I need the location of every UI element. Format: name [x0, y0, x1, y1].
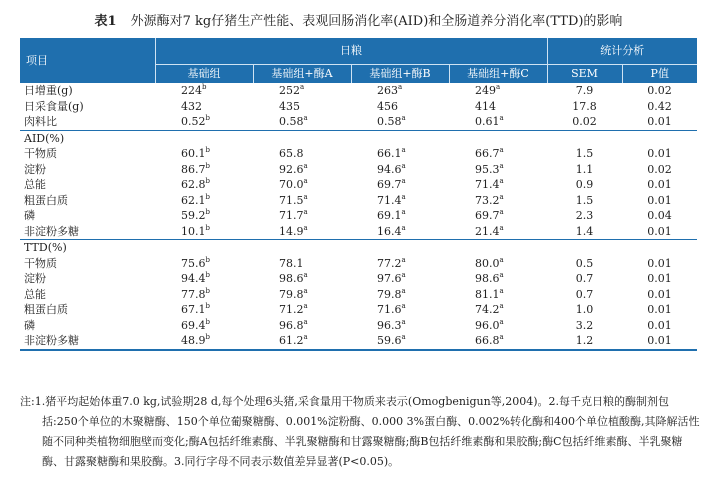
significance-letter: a — [303, 208, 308, 216]
cell-value: 16.4 — [377, 224, 402, 238]
table-cell — [155, 302, 253, 318]
table-cell — [155, 162, 253, 178]
cell-value: 71.6 — [377, 303, 402, 316]
cell-value: 77.2 — [377, 256, 402, 270]
significance-letter: a — [401, 161, 406, 170]
table-cell — [449, 287, 547, 303]
cell-value: 74.2 — [475, 303, 500, 316]
table-cell — [351, 224, 449, 240]
table-row — [20, 224, 697, 240]
sem-cell: 1.4 — [575, 224, 594, 238]
table-cell — [449, 271, 547, 287]
cell-value: 81.1 — [475, 287, 500, 301]
row-label: 日采食量(g) — [24, 99, 84, 113]
cell-value: 48.9 — [181, 334, 206, 347]
table-row — [20, 287, 697, 303]
cell-value: 98.6 — [475, 272, 500, 285]
cell-value: 66.1 — [377, 147, 402, 160]
table-row — [20, 302, 697, 318]
significance-letter: a — [303, 317, 308, 326]
significance-letter: a — [401, 223, 406, 232]
table-cell — [253, 318, 351, 334]
significance-letter: a — [499, 146, 504, 154]
table-cell — [253, 146, 351, 162]
cell-value: 62.1 — [181, 193, 206, 207]
significance-letter: a — [499, 192, 504, 201]
significance-letter: a — [401, 208, 406, 216]
table-cell — [351, 287, 449, 303]
table-cell — [351, 83, 449, 99]
significance-letter: a — [398, 83, 403, 91]
table-cell — [253, 114, 351, 130]
cell-value: 79.8 — [279, 287, 304, 301]
table-row — [20, 193, 697, 209]
cell-value: 0.52 — [181, 115, 206, 128]
cell-value: 73.2 — [475, 193, 500, 207]
table-cell — [253, 177, 351, 193]
sem-cell: 1.5 — [575, 193, 594, 207]
table-cell — [449, 83, 547, 99]
significance-letter: a — [401, 146, 406, 154]
significance-letter: a — [303, 223, 308, 232]
cell-value: 71.5 — [279, 193, 304, 207]
table-cell — [155, 177, 253, 193]
significance-letter: b — [205, 286, 210, 295]
significance-letter: a — [499, 317, 504, 326]
significance-letter: b — [202, 83, 207, 91]
table-row — [20, 256, 697, 272]
p-value-cell: 0.02 — [647, 162, 672, 176]
cell-value: 92.6 — [279, 162, 304, 176]
row-label: 日增重(g) — [24, 84, 73, 97]
significance-letter: a — [303, 114, 308, 122]
table-row — [20, 318, 697, 334]
significance-letter: a — [499, 271, 504, 279]
table-cell — [155, 193, 253, 209]
cell-value: 77.8 — [181, 287, 206, 301]
significance-letter: a — [303, 271, 308, 279]
table-cell — [253, 208, 351, 224]
table-cell — [449, 146, 547, 162]
cell-value: 69.7 — [377, 178, 402, 191]
section-title: AID(%) — [20, 130, 697, 146]
significance-letter: a — [499, 177, 504, 185]
cell-value: 0.58 — [377, 115, 402, 128]
significance-letter: a — [499, 161, 504, 170]
table-cell — [253, 83, 351, 99]
cell-value: 94.6 — [377, 162, 402, 176]
p-value-cell: 0.01 — [622, 333, 697, 350]
significance-letter: a — [499, 208, 504, 216]
table-notes — [20, 392, 700, 472]
table-cell — [449, 193, 547, 209]
significance-letter: a — [401, 317, 406, 326]
significance-letter: b — [205, 271, 210, 279]
section-row — [20, 240, 697, 256]
sem-cell: 0.7 — [575, 272, 594, 285]
table-row — [20, 99, 697, 115]
cell-value: 14.9 — [279, 224, 304, 238]
table-cell — [449, 224, 547, 240]
table-cell — [449, 256, 547, 272]
cell-value: 71.4 — [377, 193, 402, 207]
row-label: 磷 — [24, 209, 35, 222]
notes-text: 1.猪平均起始体重7.0 kg,试验期28 d,每个处理6头猪,采食量用干物质来表示(Omogbenigun等,2004)。2.每千克日粮的酶制剂包括:250个单位的木聚糖酶、150个单位葡聚糖酶、0.001%淀粉酶、0.000 3%蛋白酶、0.002%转化酶和400个单位植酸酶,其降解活性随不同种类植物细胞壁而变化;酶A包括纤维素酶、半乳聚糖酶和甘露聚糖酶;酶B包括纤维素酶和果胶酶;酶C包括纤维素酶、半乳聚糖酶、甘露聚糖酶和果胶酶。3.同行字母不同表示数值差异显著(P<0.05)。 — [34, 395, 700, 468]
table-cell — [351, 208, 449, 224]
significance-letter: a — [401, 333, 406, 341]
significance-letter: b — [205, 146, 210, 154]
cell-value: 69.7 — [475, 209, 500, 222]
table-row — [20, 208, 697, 224]
table-cell — [449, 162, 547, 178]
row-label: 淀粉 — [24, 272, 46, 285]
row-label: 粗蛋白质 — [24, 193, 68, 207]
table-cell — [253, 162, 351, 178]
section-row — [20, 130, 697, 146]
cell-value: 98.6 — [279, 272, 304, 285]
table-cell — [449, 302, 547, 318]
table-row — [20, 83, 697, 99]
significance-letter: a — [401, 286, 406, 295]
cell-value: 78.1 — [279, 256, 304, 270]
table-cell — [351, 302, 449, 318]
significance-letter: a — [401, 114, 406, 122]
cell-value: 66.7 — [475, 147, 500, 160]
cell-value: 96.0 — [475, 318, 500, 332]
p-value-cell: 0.01 — [647, 287, 672, 301]
significance-letter: b — [205, 208, 210, 216]
cell-value: 96.8 — [279, 318, 304, 332]
cell-value: 61.2 — [279, 334, 304, 347]
cell-value: 224 — [181, 84, 202, 97]
table-cell — [155, 318, 253, 334]
table-cell — [449, 333, 547, 350]
significance-letter: a — [303, 333, 308, 341]
cell-value: 0.58 — [279, 115, 304, 128]
table-cell — [253, 333, 351, 350]
p-value-cell: 0.02 — [647, 84, 672, 97]
significance-letter: b — [205, 302, 210, 310]
data-table — [20, 38, 697, 351]
table-cell — [351, 146, 449, 162]
cell-value: 456 — [377, 99, 398, 113]
table-cell — [351, 318, 449, 334]
p-value-cell: 0.01 — [647, 147, 672, 160]
cell-value: 60.1 — [181, 147, 206, 160]
row-label: 粗蛋白质 — [24, 303, 68, 316]
p-value-cell: 0.42 — [647, 99, 672, 113]
table-row — [20, 162, 697, 178]
sem-cell: 0.02 — [572, 115, 597, 128]
p-value-cell: 0.01 — [647, 256, 672, 270]
p-value-cell: 0.01 — [647, 193, 672, 207]
column-header: 基础组+酶C — [449, 65, 547, 84]
table-cell — [351, 256, 449, 272]
row-label: 干物质 — [24, 147, 57, 160]
significance-letter: a — [499, 302, 504, 310]
sem-cell: 3.2 — [575, 318, 594, 332]
significance-letter: a — [303, 177, 308, 185]
cell-value: 95.3 — [475, 162, 500, 176]
table-cell — [351, 177, 449, 193]
significance-letter: a — [401, 271, 406, 279]
row-label: 磷 — [24, 318, 35, 332]
table-cell — [449, 177, 547, 193]
table-cell — [155, 256, 253, 272]
table-cell — [253, 287, 351, 303]
row-label: 非淀粉多糖 — [20, 333, 155, 350]
cell-value: 10.1 — [181, 224, 206, 238]
table-cell — [155, 83, 253, 99]
cell-value: 65.8 — [279, 147, 304, 160]
cell-value: 263 — [377, 84, 398, 97]
notes-prefix: 注: — [20, 395, 35, 408]
table-cell — [351, 193, 449, 209]
cell-value: 69.1 — [377, 209, 402, 222]
cell-value: 94.4 — [181, 272, 206, 285]
column-header: 基础组+酶A — [253, 65, 351, 84]
table-cell — [351, 99, 449, 115]
cell-value: 96.3 — [377, 318, 402, 332]
cell-value: 414 — [475, 99, 496, 113]
significance-letter: b — [205, 177, 210, 185]
row-label: 总能 — [24, 287, 46, 301]
table-cell — [155, 146, 253, 162]
cell-value: 70.0 — [279, 178, 304, 191]
cell-value: 21.4 — [475, 224, 500, 238]
sem-cell: 0.5 — [575, 256, 594, 270]
table-caption — [0, 10, 717, 29]
row-label: 非淀粉多糖 — [24, 224, 79, 238]
significance-letter: b — [205, 317, 210, 326]
table-body — [20, 83, 697, 350]
sem-cell: 17.8 — [572, 99, 597, 113]
cell-value: 97.6 — [377, 272, 402, 285]
table-row — [20, 177, 697, 193]
significance-letter: a — [401, 192, 406, 201]
significance-letter: a — [499, 255, 504, 264]
sem-cell: 1.0 — [575, 303, 594, 316]
significance-letter: a — [499, 223, 504, 232]
significance-letter: a — [303, 161, 308, 170]
cell-value: 0.61 — [475, 115, 500, 128]
p-value-cell: 0.01 — [647, 178, 672, 191]
sem-cell: 7.9 — [575, 84, 594, 97]
row-label: 淀粉 — [24, 162, 46, 176]
sem-cell: 0.7 — [575, 287, 594, 301]
caption-number: 表1 — [94, 14, 117, 29]
significance-letter: a — [401, 255, 406, 264]
cell-value: 75.6 — [181, 256, 206, 270]
cell-value: 67.1 — [181, 303, 206, 316]
significance-letter: a — [496, 83, 501, 91]
column-header: 基础组+酶B — [351, 65, 449, 84]
section-title: TTD(%) — [20, 240, 697, 256]
header-stats-group: 统计分析 — [547, 38, 697, 65]
significance-letter: b — [205, 161, 210, 170]
header-item: 项目 — [20, 38, 155, 83]
column-header: 基础组 — [155, 65, 253, 84]
p-value-cell: 0.01 — [647, 272, 672, 285]
significance-letter: a — [401, 302, 406, 310]
cell-value: 59.6 — [377, 334, 402, 347]
table-cell — [155, 114, 253, 130]
cell-value: 435 — [279, 99, 300, 113]
row-label: 肉料比 — [24, 115, 57, 128]
significance-letter: b — [205, 333, 210, 341]
table-cell — [253, 193, 351, 209]
table-cell — [155, 287, 253, 303]
table-cell — [155, 271, 253, 287]
significance-letter: a — [499, 114, 504, 122]
column-header: SEM — [547, 65, 622, 84]
header-diet-group: 日粮 — [155, 38, 547, 65]
significance-letter: a — [303, 192, 308, 201]
cell-value: 71.7 — [279, 209, 304, 222]
table-cell — [449, 99, 547, 115]
cell-value: 80.0 — [475, 256, 500, 270]
sem-cell: 1.1 — [575, 162, 594, 176]
cell-value: 252 — [279, 84, 300, 97]
significance-letter: b — [205, 192, 210, 201]
p-value-cell: 0.04 — [647, 209, 672, 222]
row-label: 总能 — [24, 178, 46, 191]
table-cell — [155, 224, 253, 240]
table-cell — [449, 114, 547, 130]
cell-value: 71.4 — [475, 178, 500, 191]
cell-value: 71.2 — [279, 303, 304, 316]
table-cell — [449, 318, 547, 334]
sem-cell: 1.5 — [575, 147, 594, 160]
table-cell — [155, 333, 253, 350]
table-cell — [253, 256, 351, 272]
table-cell — [351, 114, 449, 130]
significance-letter: b — [205, 255, 210, 264]
table-cell — [253, 224, 351, 240]
p-value-cell: 0.01 — [647, 224, 672, 238]
cell-value: 69.4 — [181, 318, 206, 332]
table-row — [20, 333, 697, 350]
cell-value: 79.8 — [377, 287, 402, 301]
significance-letter: a — [303, 286, 308, 295]
table-cell — [449, 208, 547, 224]
table-cell — [155, 99, 253, 115]
table-cell — [253, 302, 351, 318]
significance-letter: b — [205, 223, 210, 232]
significance-letter: a — [401, 177, 406, 185]
significance-letter: a — [499, 286, 504, 295]
sem-cell: 0.9 — [575, 178, 594, 191]
table-cell — [155, 208, 253, 224]
sem-cell: 1.2 — [547, 333, 622, 350]
table-cell — [351, 271, 449, 287]
caption-title: 外源酶对7 kg仔猪生产性能、表观回肠消化率(AID)和全肠道养分消化率(TTD)的影响 — [130, 14, 623, 29]
p-value-cell: 0.01 — [647, 318, 672, 332]
table-cell — [253, 99, 351, 115]
cell-value: 432 — [181, 99, 202, 113]
significance-letter: a — [499, 333, 504, 341]
cell-value: 59.2 — [181, 209, 206, 222]
table-cell — [351, 162, 449, 178]
p-value-cell: 0.01 — [647, 115, 672, 128]
table-cell — [351, 333, 449, 350]
cell-value: 249 — [475, 84, 496, 97]
table-row — [20, 271, 697, 287]
sem-cell: 2.3 — [575, 209, 594, 222]
significance-letter: a — [300, 83, 305, 91]
table-row — [20, 146, 697, 162]
column-header: P值 — [622, 65, 697, 84]
p-value-cell: 0.01 — [647, 303, 672, 316]
table-cell — [253, 271, 351, 287]
significance-letter: b — [205, 114, 210, 122]
table-row — [20, 114, 697, 130]
row-label: 干物质 — [24, 256, 57, 270]
cell-value: 86.7 — [181, 162, 206, 176]
significance-letter: a — [303, 302, 308, 310]
cell-value: 62.8 — [181, 178, 206, 191]
cell-value: 66.8 — [475, 334, 500, 347]
